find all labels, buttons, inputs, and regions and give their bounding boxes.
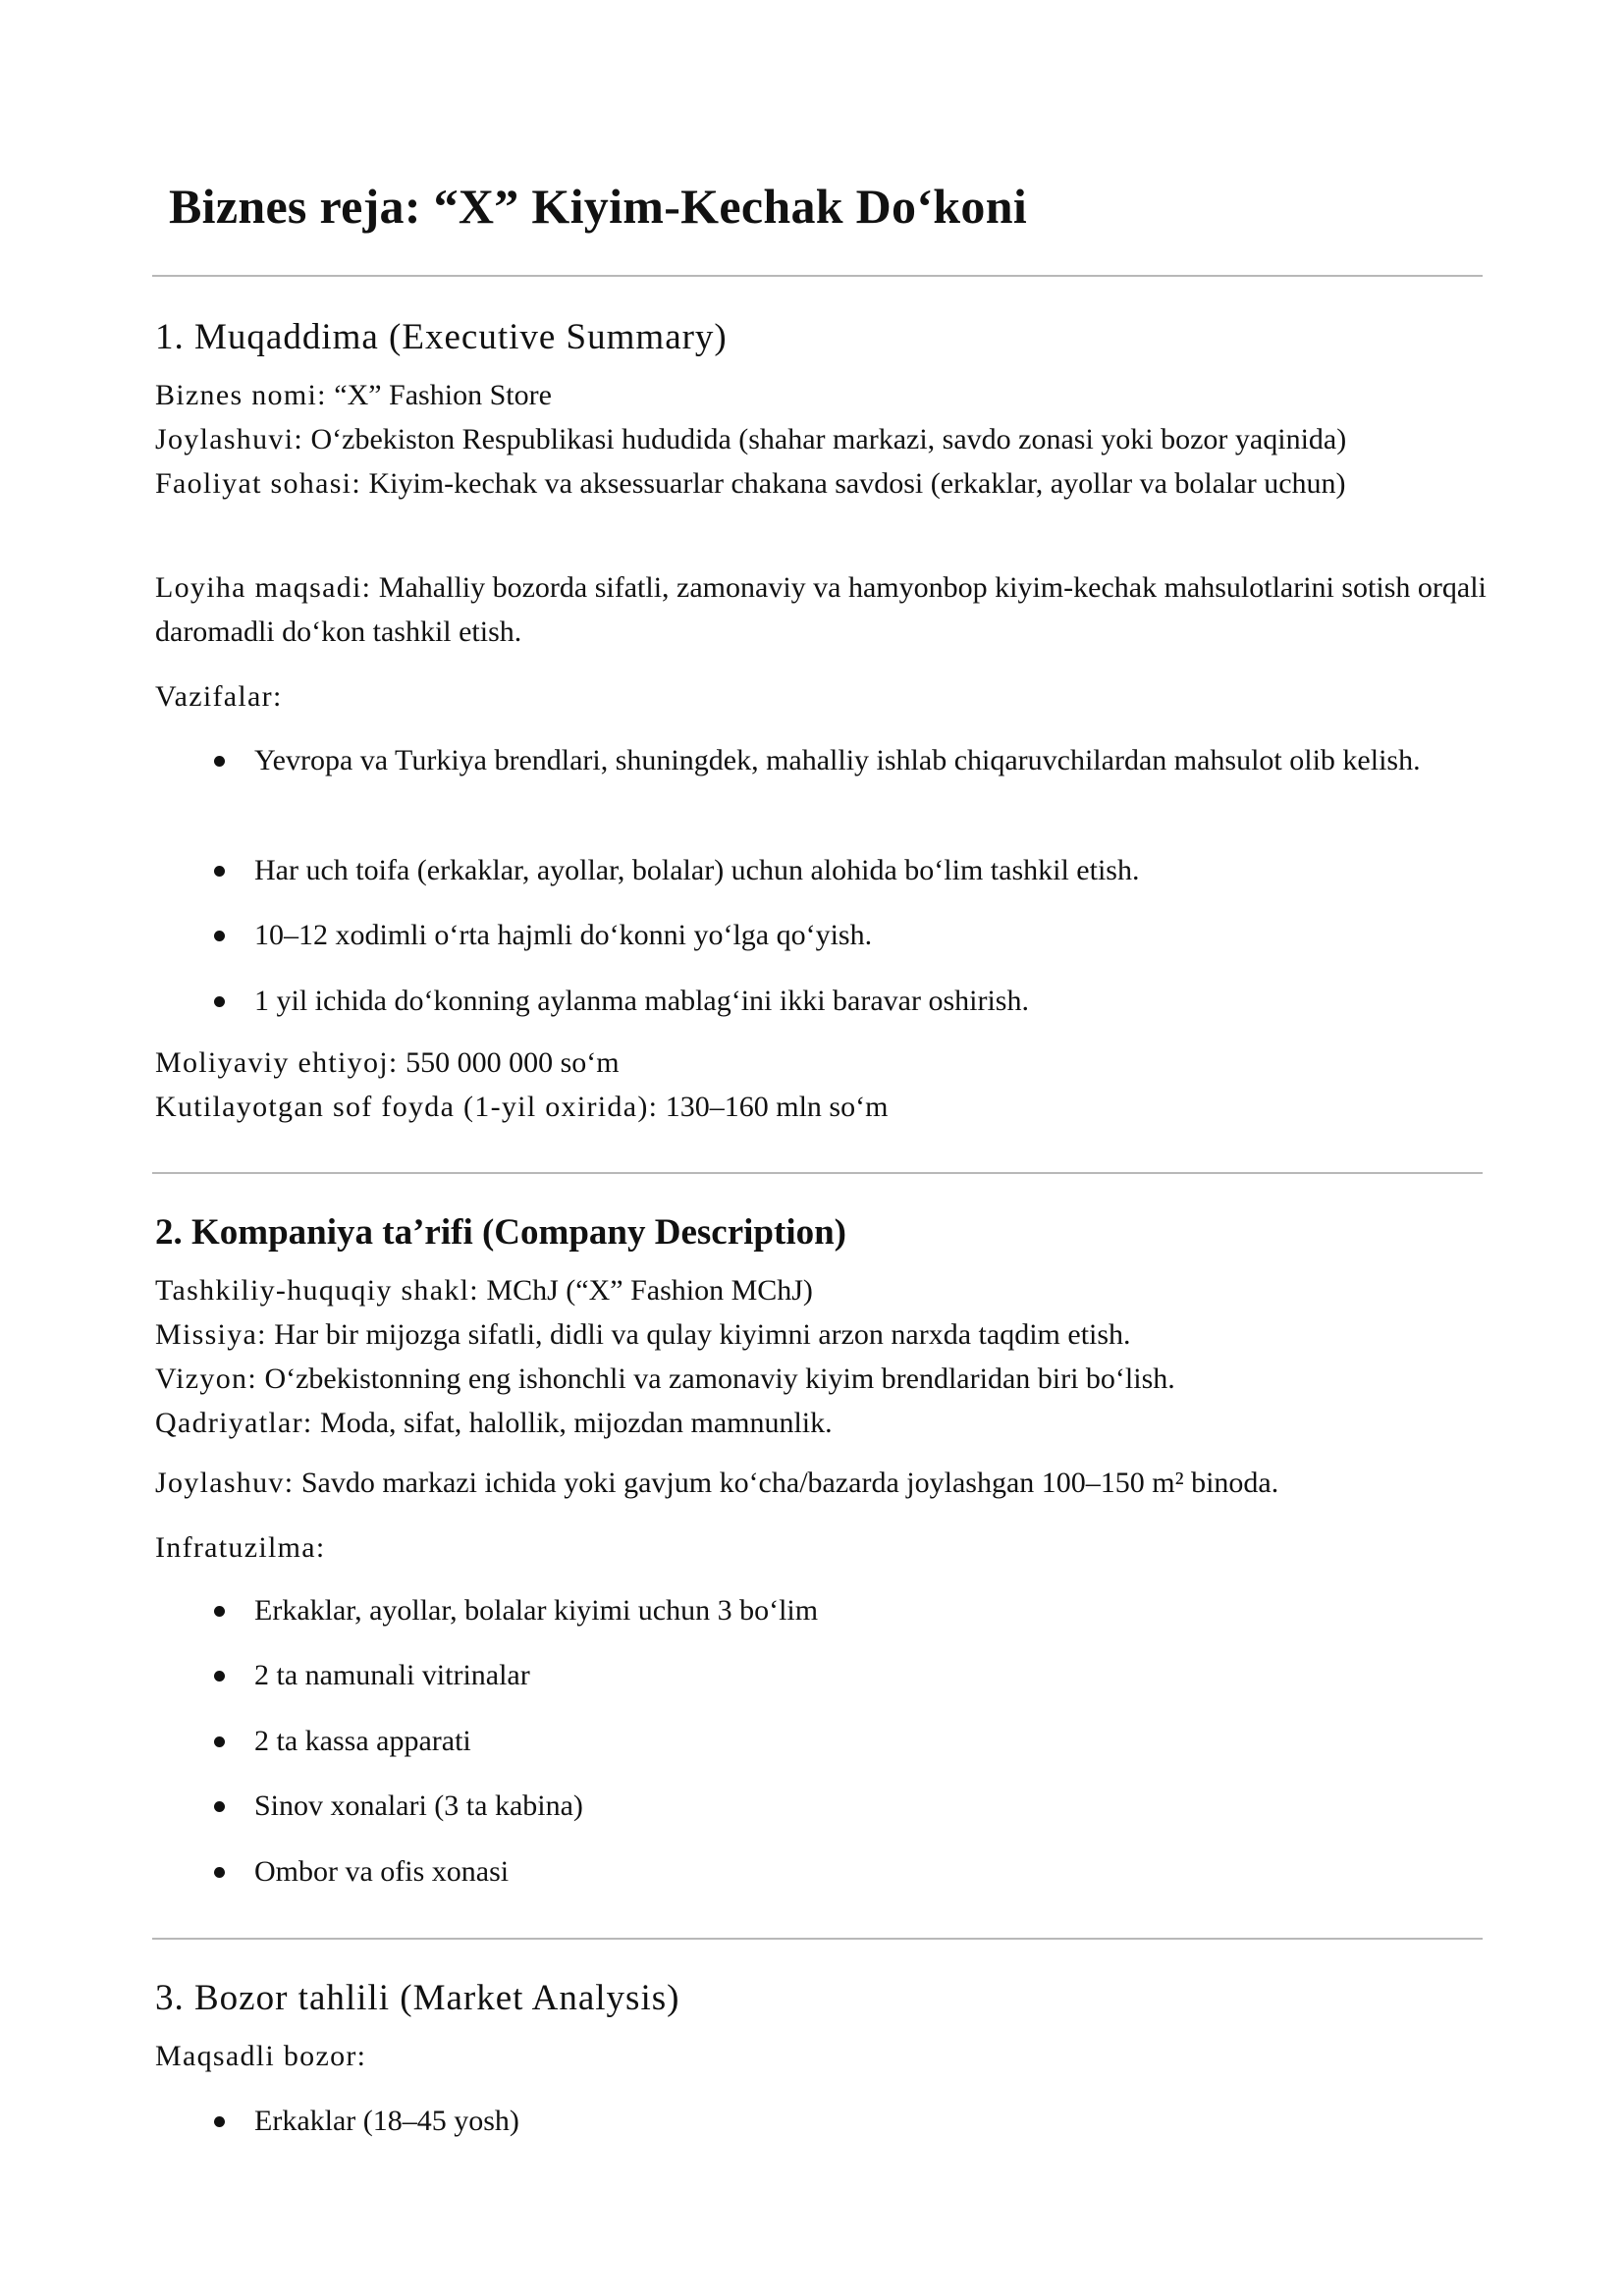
activity-value: Kiyim-kechak va aksessuarlar chakana savdosi (erkaklar, ayollar va bolalar uchun): [368, 467, 1346, 500]
finance-label: Moliyaviy ehtiyoj:: [155, 1046, 399, 1079]
activity-line: [155, 461, 1490, 506]
values-label: Qadriyatlar:: [155, 1407, 313, 1439]
list-item: Sinov xonalari (3 ta kabina): [214, 1784, 1501, 1828]
list-item: Erkaklar (18–45 yosh): [214, 2099, 1501, 2143]
vision-label: Vizyon:: [155, 1362, 257, 1395]
profit-line: [155, 1085, 1490, 1129]
list-item: Erkaklar, ayollar, bolalar kiyimi uchun 3 bo‘lim: [214, 1588, 1501, 1632]
target-market-label-text: Maqsadli bozor:: [155, 2040, 367, 2072]
goal-paragraph: [155, 565, 1490, 654]
mission-line: [155, 1312, 1490, 1357]
list-item: Ombor va ofis xonasi: [214, 1849, 1501, 1894]
target-market-label: [155, 2034, 1490, 2078]
list-item: Har uch toifa (erkaklar, ayollar, bolalar) uchun alohida bo‘lim tashkil etish.: [214, 848, 1501, 892]
list-item: 1 yil ichida do‘konning aylanma mablag‘ini ikki baravar oshirish.: [214, 979, 1501, 1023]
values-line: [155, 1401, 1490, 1445]
location-label: Joylashuvi:: [155, 423, 303, 455]
goal-value: Mahalliy bozorda sifatli, zamonaviy va hamyonbop kiyim-kechak mahsulotlarini sotish orqali daromadli do‘kon tashkil etish.: [155, 571, 1487, 648]
divider: [152, 1172, 1483, 1174]
divider: [152, 275, 1483, 277]
vision-value: O‘zbekistonning eng ishonchli va zamonaviy kiyim brendlaridan biri bo‘lish.: [264, 1362, 1175, 1395]
finance-line: [155, 1041, 1490, 1085]
mission-label: Missiya:: [155, 1318, 267, 1351]
section-heading-executive-summary: 1. Muqaddima (Executive Summary): [155, 317, 728, 357]
legal-form-label: Tashkiliy-huquqiy shakl:: [155, 1274, 479, 1307]
profit-label: Kutilayotgan sof foyda (1-yil oxirida):: [155, 1091, 659, 1123]
values-value: Moda, sifat, halollik, mijozdan mamnunlik.: [320, 1407, 833, 1439]
list-item: 2 ta kassa apparati: [214, 1719, 1501, 1763]
finance-facts: [155, 1041, 1490, 1129]
company-location-line: [155, 1461, 1490, 1505]
company-location-label: Joylashuv:: [155, 1467, 295, 1499]
location-value: O‘zbekiston Respublikasi hududida (shahar markazi, savdo zonasi yoki bozor yaqinida): [310, 423, 1347, 455]
mission-value: Har bir mijozga sifatli, didli va qulay kiyimni arzon narxda taqdim etish.: [274, 1318, 1131, 1351]
tasks-label-text: Vazifalar:: [155, 680, 283, 713]
vision-line: [155, 1357, 1490, 1401]
location-line: [155, 417, 1363, 461]
section-heading-market-analysis: 3. Bozor tahlili (Market Analysis): [155, 1978, 680, 2018]
list-item: 10–12 xodimli o‘rta hajmli do‘konni yo‘lga qo‘yish.: [214, 913, 1501, 957]
summary-facts: [155, 373, 1490, 506]
finance-value: 550 000 000 so‘m: [406, 1046, 620, 1079]
infrastructure-label: [155, 1525, 1490, 1570]
goal-label: Loyiha maqsadi:: [155, 571, 372, 604]
legal-form-line: [155, 1268, 1490, 1312]
activity-label: Faoliyat sohasi:: [155, 467, 361, 500]
profit-value: 130–160 mln so‘m: [665, 1091, 889, 1123]
company-facts: [155, 1268, 1490, 1445]
list-item: 2 ta namunali vitrinalar: [214, 1653, 1501, 1697]
list-item: Yevropa va Turkiya brendlari, shuningdek, mahalliy ishlab chiqaruvchilardan mahsulot olib kelish.: [214, 738, 1501, 782]
legal-form-value: MChJ (“X” Fashion MChJ): [486, 1274, 813, 1307]
infrastructure-label-text: Infratuzilma:: [155, 1531, 326, 1564]
business-name-line: [155, 373, 1490, 417]
section-heading-company-description: 2. Kompaniya ta’rifi (Company Description): [155, 1212, 846, 1253]
company-location-value: Savdo markazi ichida yoki gavjum ko‘cha/bazarda joylashgan 100–150 m² binoda.: [300, 1467, 1279, 1499]
document-title: Biznes reja: “X” Kiyim-Kechak Do‘koni: [169, 179, 1028, 234]
tasks-label: [155, 674, 1490, 719]
divider: [152, 1938, 1483, 1940]
business-name-value: “X” Fashion Store: [334, 379, 552, 411]
business-name-label: Biznes nomi:: [155, 379, 327, 411]
